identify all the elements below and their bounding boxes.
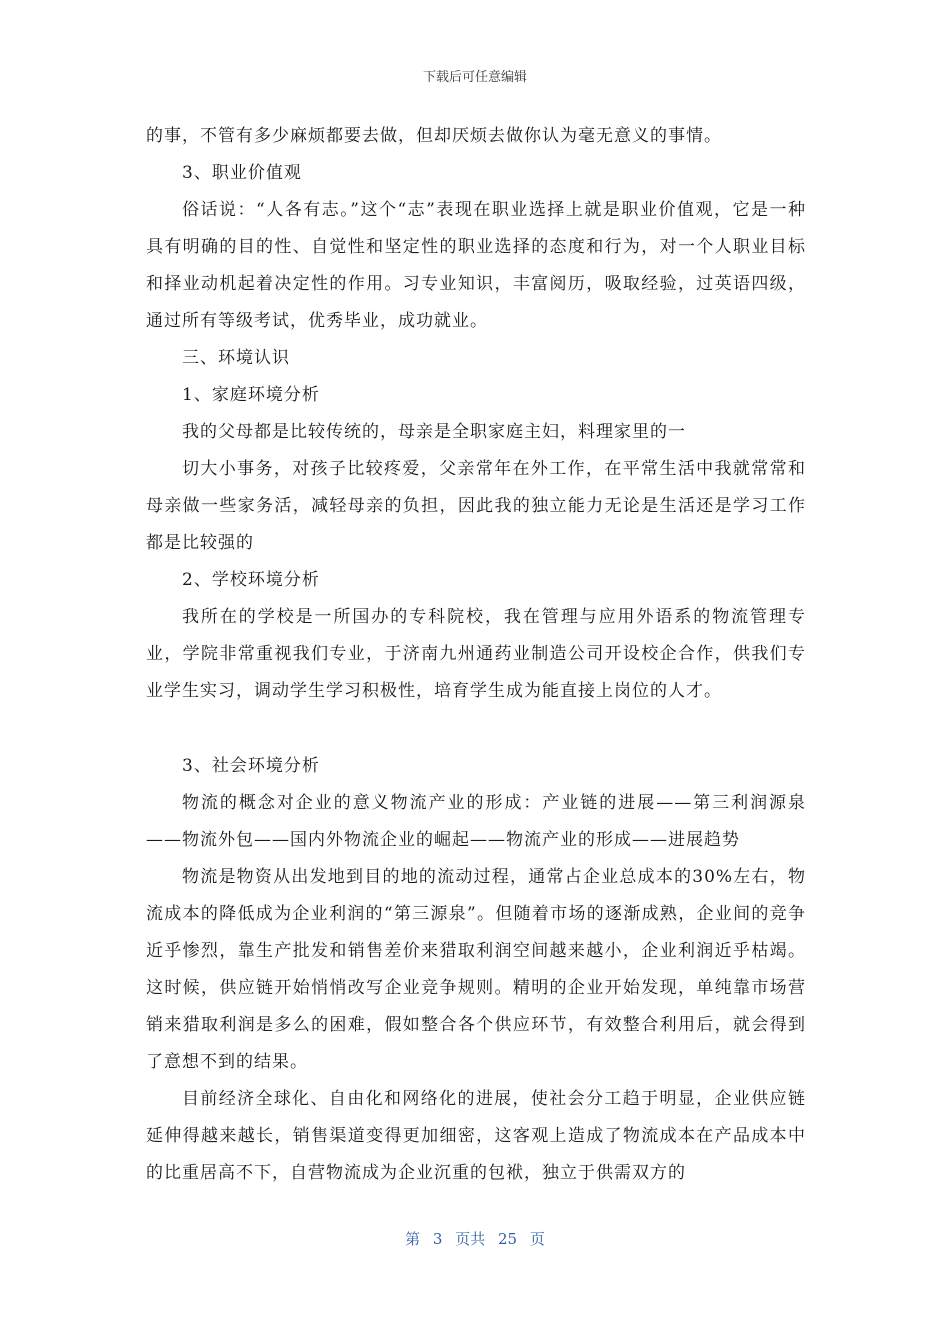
footer-mid: 页共: [455, 1230, 486, 1248]
section-heading-school: 2、学校环境分析: [182, 570, 320, 590]
section-heading-environment: 三、环境认识: [182, 348, 290, 368]
header-text: 下载后可任意编辑: [422, 70, 527, 85]
paragraph-gap: [146, 710, 806, 748]
paragraph-family-1: 我的父母都是比较传统的，母亲是全职家庭主妇，料理家里的一: [182, 422, 686, 442]
section-heading-career-values: 3、职业价值观: [182, 163, 302, 183]
document-body: [146, 118, 806, 1192]
footer-prefix: 第: [405, 1230, 421, 1248]
paragraph-society-2: 物流是物资从出发地到目的地的流动过程，通常占企业总成本的30%左右，物流成本的降低成为企业利润的“第三源泉”。但随着市场的逐渐成熟，企业间的竞争近乎惨烈，靠生产批发和销售差价来猎取利润空间越来越小，企业利润近乎枯竭。这时候，供应链开始悄悄改写企业竞争规则。精明的企业开始发现，单纯靠市场营销来猎取利润是多么的困难，假如整合各个供应环节，有效整合利用后，就会得到了意想不到的结果。: [146, 867, 806, 1072]
current-page-number: 3: [432, 1230, 443, 1248]
section-heading-society: 3、社会环境分析: [182, 756, 320, 776]
section-heading-family: 1、家庭环境分析: [182, 385, 320, 405]
paragraph-family-2: 切大小事务，对孩子比较疼爱，父亲常年在外工作，在平常生活中我就常常和母亲做一些家务活，减轻母亲的负担，因此我的独立能力无论是生活还是学习工作都是比较强的: [146, 459, 806, 553]
footer-suffix: 页: [529, 1230, 545, 1248]
page-footer: [0, 1228, 950, 1249]
paragraph-society-3: 目前经济全球化、自由化和网络化的进展，使社会分工趋于明显，企业供应链延伸得越来越长，销售渠道变得更加细密，这客观上造成了物流成本在产品成本中的比重居高不下，自营物流成为企业沉重的包袱，独立于供需双方的: [146, 1089, 806, 1183]
total-page-count: 25: [498, 1230, 518, 1248]
paragraph-school: 我所在的学校是一所国办的专科院校，我在管理与应用外语系的物流管理专业，学院非常重视我们专业，于济南九州通药业制造公司开设校企合作，供我们专业学生实习，调动学生学习积极性，培育学生成为能直接上岗位的人才。: [146, 607, 806, 701]
paragraph-career-values: 俗话说：“人各有志。”这个“志”表现在职业选择上就是职业价值观，它是一种具有明确的目的性、自觉性和坚定性的职业选择的态度和行为，对一个人职业目标和择业动机起着决定性的作用。习专业知识，丰富阅历，吸取经验，过英语四级，通过所有等级考试，优秀毕业，成功就业。: [146, 200, 806, 331]
paragraph-society-1: 物流的概念对企业的意义物流产业的形成：产业链的进展——第三利润源泉——物流外包——国内外物流企业的崛起——物流产业的形成——进展趋势: [146, 793, 806, 850]
page-header: [0, 66, 950, 85]
paragraph-1: 的事，不管有多少麻烦都要去做，但却厌烦去做你认为毫无意义的事情。: [146, 126, 722, 146]
